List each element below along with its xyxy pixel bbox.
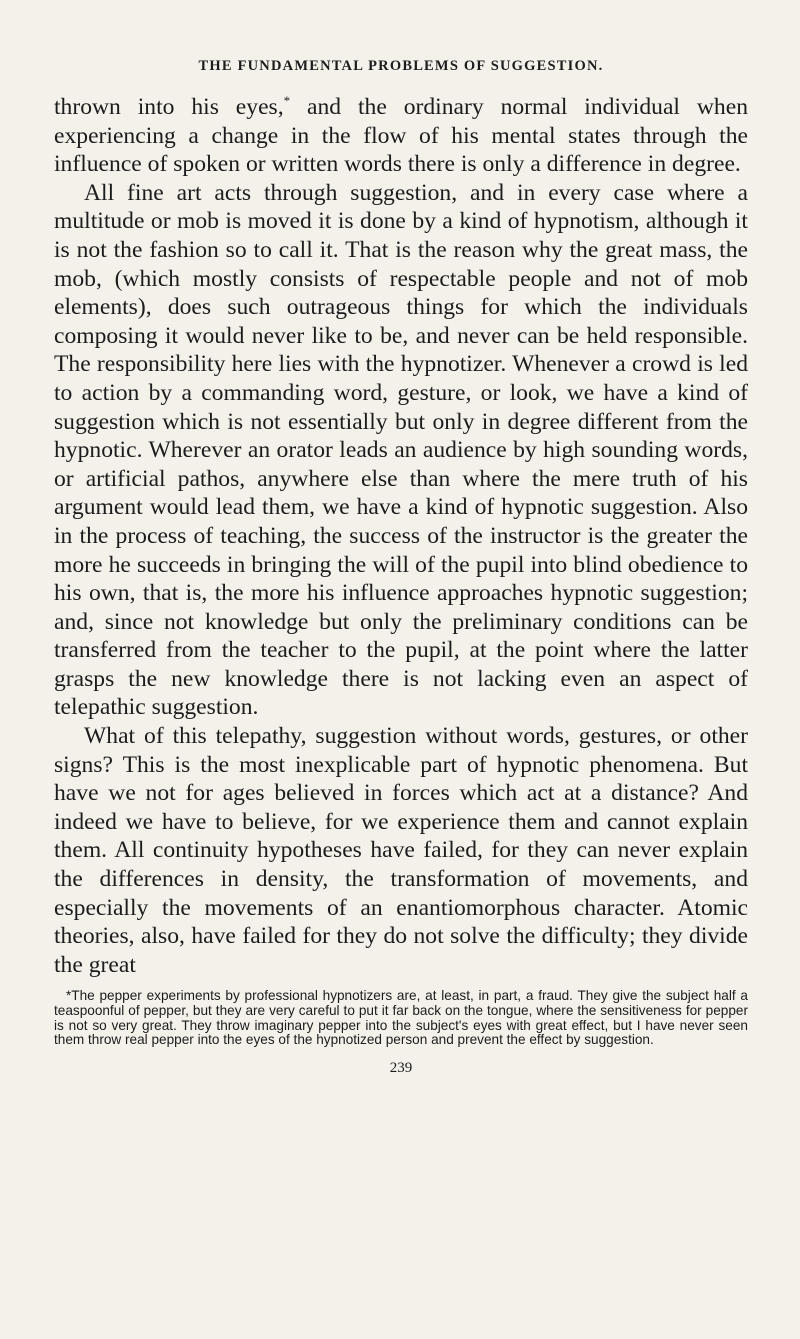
- page-number: 239: [389, 1059, 413, 1076]
- paragraph-2: All fine art acts through suggestion, and in every case where a multitude or mob is moved it is done by a kind of hypnotism, although it is not the fashion so to call it. That is the reason why the great mass, the mob, (which mostly consists of respectable people and not of mob elements), does such outrageous things for which the individuals composing it would never like to be, and never can be held responsible. The responsibility here lies with the hypnotizer. Whenever a crowd is led to action by a commanding word, gesture, or look, we have a kind of suggestion which is not essentially but only in degree different from the hypnotic. Wherever an orator leads an audience by high sounding words, or artificial pathos, anywhere else than where the mere truth of his argument would lead them, we have a kind of hypnotic suggestion. Also in the process of teaching, the success of the instructor is the greater the more he succeeds in bringing the will of the pupil into blind obedience to his own, that is, the more his influence approaches hypnotic suggestion; and, since not knowledge but only the preliminary conditions can be transferred from the teacher to the pupil, at the point where the latter grasps the new knowledge there is not lacking even an aspect of telepathic suggestion.: [54, 179, 748, 721]
- paragraph-1-text-b: and the ordinary normal individual when experiencing a change in the flow of his mental states through the influence of spoken or written words there is only a difference in degree.: [54, 94, 748, 178]
- paragraph-1-text-a: thrown into his eyes,: [54, 94, 284, 120]
- book-page: [54, 58, 748, 1077]
- footnote-marker: *: [283, 93, 291, 109]
- paragraph-3: What of this telepathy, suggestion without words, gestures, or other signs? This is the most inexplicable part of hypnotic phenomena. But have we not for ages believed in forces which act at a distance? And indeed we have to believe, for we experience them and cannot explain them. All continuity hypotheses have failed, for they can never explain the differences in density, the transformation of movements, and especially the movements of an enantiomorphous character. Atomic theories, also, have failed for they do not solve the difficulty; they divide the great: [54, 723, 748, 978]
- running-head: THE FUNDAMENTAL PROBLEMS OF SUGGESTION.: [198, 58, 604, 74]
- paragraph-1: [54, 93, 748, 179]
- footnote: *The pepper experiments by professional hypnotizers are, at least, in part, a fraud. They give the subject half a teaspoonful of pepper, but they are very careful to put it far back on the tongue, where the sensitiveness for pepper is not so very great. They throw imaginary pepper into the subject's eyes with great effect, but I have never seen them throw real pepper into the eyes of the hypnotized person and prevent the effect by suggestion.: [54, 988, 748, 1048]
